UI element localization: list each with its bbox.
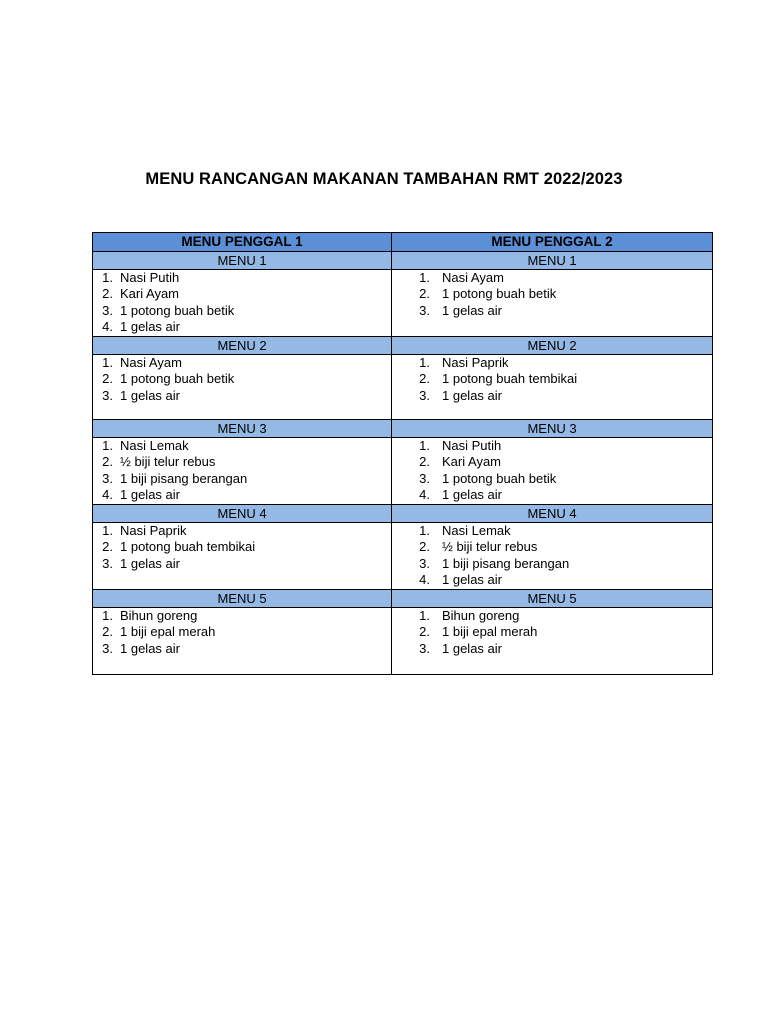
food-item-text: 1 gelas air	[442, 486, 502, 502]
list-number: 2.	[419, 624, 430, 640]
list-number: 2.	[102, 371, 113, 387]
food-list-item	[392, 487, 712, 503]
food-list	[392, 270, 712, 319]
food-list-item	[93, 641, 391, 657]
list-number: 1.	[102, 438, 113, 453]
menu-header-row	[93, 420, 713, 438]
food-item-text: 1 biji pisang berangan	[120, 470, 248, 486]
list-number: 2.	[419, 286, 430, 302]
food-list-item	[93, 388, 391, 404]
list-number: 4.	[102, 486, 113, 502]
food-item-text: 1 biji epal merah	[120, 624, 216, 640]
food-item-text: Kari Ayam	[442, 454, 502, 470]
food-list-item	[93, 624, 391, 640]
list-number: 2.	[102, 539, 113, 555]
food-item-text: 1 gelas air	[120, 318, 180, 334]
food-item-text: Nasi Paprik	[120, 523, 187, 538]
term-1-menu-items	[93, 523, 392, 590]
food-list-item	[392, 371, 712, 387]
term-2-menu-title: MENU 2	[392, 337, 713, 355]
term-2-menu-items	[392, 270, 713, 337]
term-1-menu-title: MENU 4	[93, 505, 392, 523]
list-number: 3.	[419, 470, 430, 486]
menu-header-row	[93, 590, 713, 608]
list-number: 3.	[102, 640, 113, 656]
list-number: 1.	[419, 523, 430, 538]
list-number: 2.	[419, 371, 430, 387]
food-list-item	[392, 556, 712, 572]
term-1-menu-items	[93, 608, 392, 675]
menu-header-row	[93, 505, 713, 523]
food-list-item	[392, 641, 712, 657]
food-item-text: 1 gelas air	[120, 555, 180, 571]
food-item-text: 1 potong buah betik	[442, 470, 557, 486]
food-item-text: 1 gelas air	[442, 640, 502, 656]
food-list-item	[93, 487, 391, 503]
food-list-item	[93, 355, 391, 371]
food-item-text: 1 gelas air	[442, 387, 502, 403]
food-list-item	[93, 303, 391, 319]
term-2-menu-title: MENU 3	[392, 420, 713, 438]
food-list-item	[392, 355, 712, 371]
food-item-text: 1 gelas air	[442, 302, 502, 318]
food-list	[93, 270, 391, 335]
term-2-header: MENU PENGGAL 2	[392, 233, 713, 252]
food-list-item	[392, 286, 712, 302]
term-2-menu-title: MENU 1	[392, 252, 713, 270]
food-item-text: 1 gelas air	[120, 486, 180, 502]
list-number: 3.	[419, 302, 430, 318]
menu-items-row	[93, 270, 713, 337]
term-1-menu-items	[93, 355, 392, 420]
food-list-item	[392, 523, 712, 539]
food-list-item	[392, 388, 712, 404]
food-list-item	[392, 572, 712, 588]
food-list	[93, 523, 391, 572]
list-number: 3.	[419, 387, 430, 403]
list-number: 2.	[102, 286, 113, 302]
food-list-item	[93, 523, 391, 539]
food-list-item	[392, 539, 712, 555]
list-number: 1.	[102, 608, 113, 623]
list-number: 1.	[419, 608, 430, 623]
term-2-menu-title: MENU 5	[392, 590, 713, 608]
food-item-text: 1 potong buah betik	[120, 371, 235, 387]
term-2-menu-items	[392, 438, 713, 505]
term-2-menu-items	[392, 355, 713, 420]
menu-items-row	[93, 523, 713, 590]
food-list-item	[93, 556, 391, 572]
food-item-text: 1 gelas air	[442, 571, 502, 587]
list-number: 3.	[419, 555, 430, 571]
list-number: 1.	[102, 270, 113, 285]
food-item-text: 1 biji epal merah	[442, 624, 538, 640]
term-2-menu-title: MENU 4	[392, 505, 713, 523]
food-item-text: Bihun goreng	[120, 608, 198, 623]
list-number: 1.	[102, 355, 113, 370]
list-number: 2.	[102, 454, 113, 470]
food-list	[93, 608, 391, 657]
food-list-item	[392, 624, 712, 640]
food-list-item	[392, 270, 712, 286]
food-list	[392, 608, 712, 657]
term-1-menu-items	[93, 438, 392, 505]
food-item-text: 1 biji pisang berangan	[442, 555, 570, 571]
food-list	[392, 355, 712, 404]
food-list-item	[93, 270, 391, 286]
term-1-menu-title: MENU 5	[93, 590, 392, 608]
list-number: 4.	[419, 486, 430, 502]
food-item-text: Nasi Paprik	[442, 355, 509, 370]
food-item-text: Nasi Ayam	[442, 270, 504, 285]
list-number: 1.	[102, 523, 113, 538]
term-2-menu-items	[392, 608, 713, 675]
food-item-text: 1 potong buah tembikai	[442, 371, 578, 387]
food-list-item	[93, 539, 391, 555]
food-list	[392, 523, 712, 588]
food-list-item	[392, 471, 712, 487]
food-list-item	[93, 608, 391, 624]
list-number: 1.	[419, 355, 430, 370]
menu-items-row	[93, 608, 713, 675]
food-item-text: Nasi Putih	[120, 270, 180, 285]
list-number: 3.	[102, 302, 113, 318]
food-list-item	[392, 454, 712, 470]
food-item-text: 1 gelas air	[120, 640, 180, 656]
term-1-menu-title: MENU 1	[93, 252, 392, 270]
food-list-item	[93, 438, 391, 454]
menu-table	[92, 232, 713, 675]
list-number: 2.	[102, 624, 113, 640]
food-list-item	[93, 286, 391, 302]
term-1-menu-title: MENU 2	[93, 337, 392, 355]
term-1-menu-title: MENU 3	[93, 420, 392, 438]
list-number: 1.	[419, 438, 430, 453]
food-item-text: 1 potong buah betik	[120, 302, 235, 318]
food-list-item	[93, 454, 391, 470]
food-item-text: 1 potong buah betik	[442, 286, 557, 302]
food-item-text: ½ biji telur rebus	[442, 539, 538, 555]
food-list-item	[93, 371, 391, 387]
food-item-text: Nasi Putih	[442, 438, 502, 453]
food-list-item	[392, 608, 712, 624]
list-number: 2.	[419, 539, 430, 555]
food-list	[392, 438, 712, 503]
food-list-item	[392, 438, 712, 454]
food-list-item	[93, 471, 391, 487]
menu-items-row	[93, 355, 713, 420]
document-title: MENU RANCANGAN MAKANAN TAMBAHAN RMT 2022/2023	[145, 170, 623, 188]
menu-header-row	[93, 337, 713, 355]
food-list	[93, 355, 391, 404]
term-2-menu-items	[392, 523, 713, 590]
list-number: 1.	[419, 270, 430, 285]
term-1-header: MENU PENGGAL 1	[93, 233, 392, 252]
food-item-text: Nasi Lemak	[120, 438, 189, 453]
food-list	[93, 438, 391, 503]
term-header-row	[93, 233, 713, 252]
food-list-item	[93, 319, 391, 335]
list-number: 4.	[102, 318, 113, 334]
food-item-text: Nasi Ayam	[120, 355, 182, 370]
list-number: 4.	[419, 571, 430, 587]
term-1-menu-items	[93, 270, 392, 337]
list-number: 3.	[419, 640, 430, 656]
food-item-text: 1 potong buah tembikai	[120, 539, 256, 555]
list-number: 3.	[102, 470, 113, 486]
food-item-text: Bihun goreng	[442, 608, 520, 623]
list-number: 3.	[102, 555, 113, 571]
food-list-item	[392, 303, 712, 319]
food-item-text: Nasi Lemak	[442, 523, 511, 538]
list-number: 2.	[419, 454, 430, 470]
menu-items-row	[93, 438, 713, 505]
food-item-text: ½ biji telur rebus	[120, 454, 216, 470]
menu-header-row	[93, 252, 713, 270]
food-item-text: 1 gelas air	[120, 387, 180, 403]
list-number: 3.	[102, 387, 113, 403]
food-item-text: Kari Ayam	[120, 286, 180, 302]
